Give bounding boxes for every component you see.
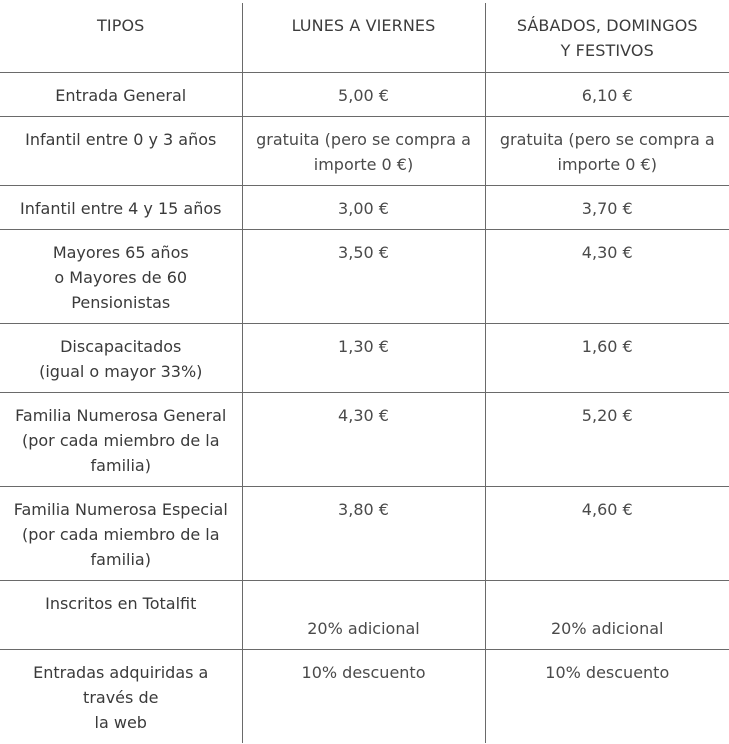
type-cell [0, 185, 242, 229]
type-cell [0, 323, 242, 392]
table-row [0, 486, 729, 580]
weekend-price-value: 20% adicional [551, 618, 664, 638]
table-row [0, 116, 729, 185]
header-tipos: TIPOS [0, 3, 242, 72]
type-label: Infantil entre 4 y 15 años [20, 198, 222, 218]
type-sublabel: familia) [90, 455, 151, 475]
table-row [0, 323, 729, 392]
table-row [0, 392, 729, 486]
weekday-price: 1,30 € [242, 323, 485, 392]
weekend-price: 6,10 € [485, 72, 729, 116]
weekend-price: 5,20 € [485, 392, 729, 486]
weekend-price: 4,60 € [485, 486, 729, 580]
type-sublabel: (por cada miembro de la [21, 524, 220, 544]
header-weekend [485, 3, 729, 72]
weekend-price: 10% descuento [485, 649, 729, 743]
weekday-price: 3,50 € [242, 229, 485, 323]
type-label: Infantil entre 0 y 3 años [25, 129, 217, 149]
table-row [0, 649, 729, 743]
weekday-price [242, 116, 485, 185]
weekend-price [485, 116, 729, 185]
type-label: o Mayores de 60 [54, 267, 188, 287]
type-cell [0, 229, 242, 323]
type-cell [0, 116, 242, 185]
weekday-price: 5,00 € [242, 72, 485, 116]
weekday-price [242, 580, 485, 649]
type-cell [0, 486, 242, 580]
weekend-price-line: importe 0 €) [557, 154, 657, 174]
header-weekday: LUNES A VIERNES [242, 3, 485, 72]
type-sublabel: (igual o mayor 33%) [39, 361, 203, 381]
type-label: Familia Numerosa Especial [13, 499, 228, 519]
weekend-price-line: gratuita (pero se compra a [499, 129, 715, 149]
weekday-price-line: gratuita (pero se compra a [256, 129, 471, 149]
type-cell [0, 580, 242, 649]
type-sublabel: (por cada miembro de la [21, 430, 220, 450]
type-label: Entrada General [55, 85, 187, 105]
type-label: Inscritos en Totalfit [45, 593, 197, 613]
weekday-price: 4,30 € [242, 392, 485, 486]
type-cell [0, 72, 242, 116]
header-weekend-line-2: Y FESTIVOS [560, 41, 654, 60]
header-weekend-line-1: SÁBADOS, DOMINGOS [516, 16, 698, 35]
weekend-price [485, 580, 729, 649]
weekday-price: 3,00 € [242, 185, 485, 229]
table-row [0, 72, 729, 116]
weekend-price: 1,60 € [485, 323, 729, 392]
type-label: la web [94, 712, 147, 732]
type-label: Familia Numerosa General [15, 405, 227, 425]
type-cell [0, 392, 242, 486]
table-row [0, 229, 729, 323]
type-label: través de [83, 687, 159, 707]
weekday-price: 10% descuento [242, 649, 485, 743]
weekday-price: 3,80 € [242, 486, 485, 580]
weekday-price-value: 20% adicional [307, 618, 420, 638]
type-label: Mayores 65 años [52, 242, 189, 262]
table-header-row [0, 3, 729, 72]
weekend-price: 4,30 € [485, 229, 729, 323]
type-sublabel: familia) [90, 549, 151, 569]
type-label: Pensionistas [71, 292, 171, 312]
price-table [0, 3, 729, 743]
table-row [0, 185, 729, 229]
weekday-price-line: importe 0 €) [313, 154, 414, 174]
weekend-price: 3,70 € [485, 185, 729, 229]
type-label: Entradas adquiridas a [33, 662, 209, 682]
type-label: Discapacitados [60, 336, 182, 356]
table-row [0, 580, 729, 649]
type-cell [0, 649, 242, 743]
